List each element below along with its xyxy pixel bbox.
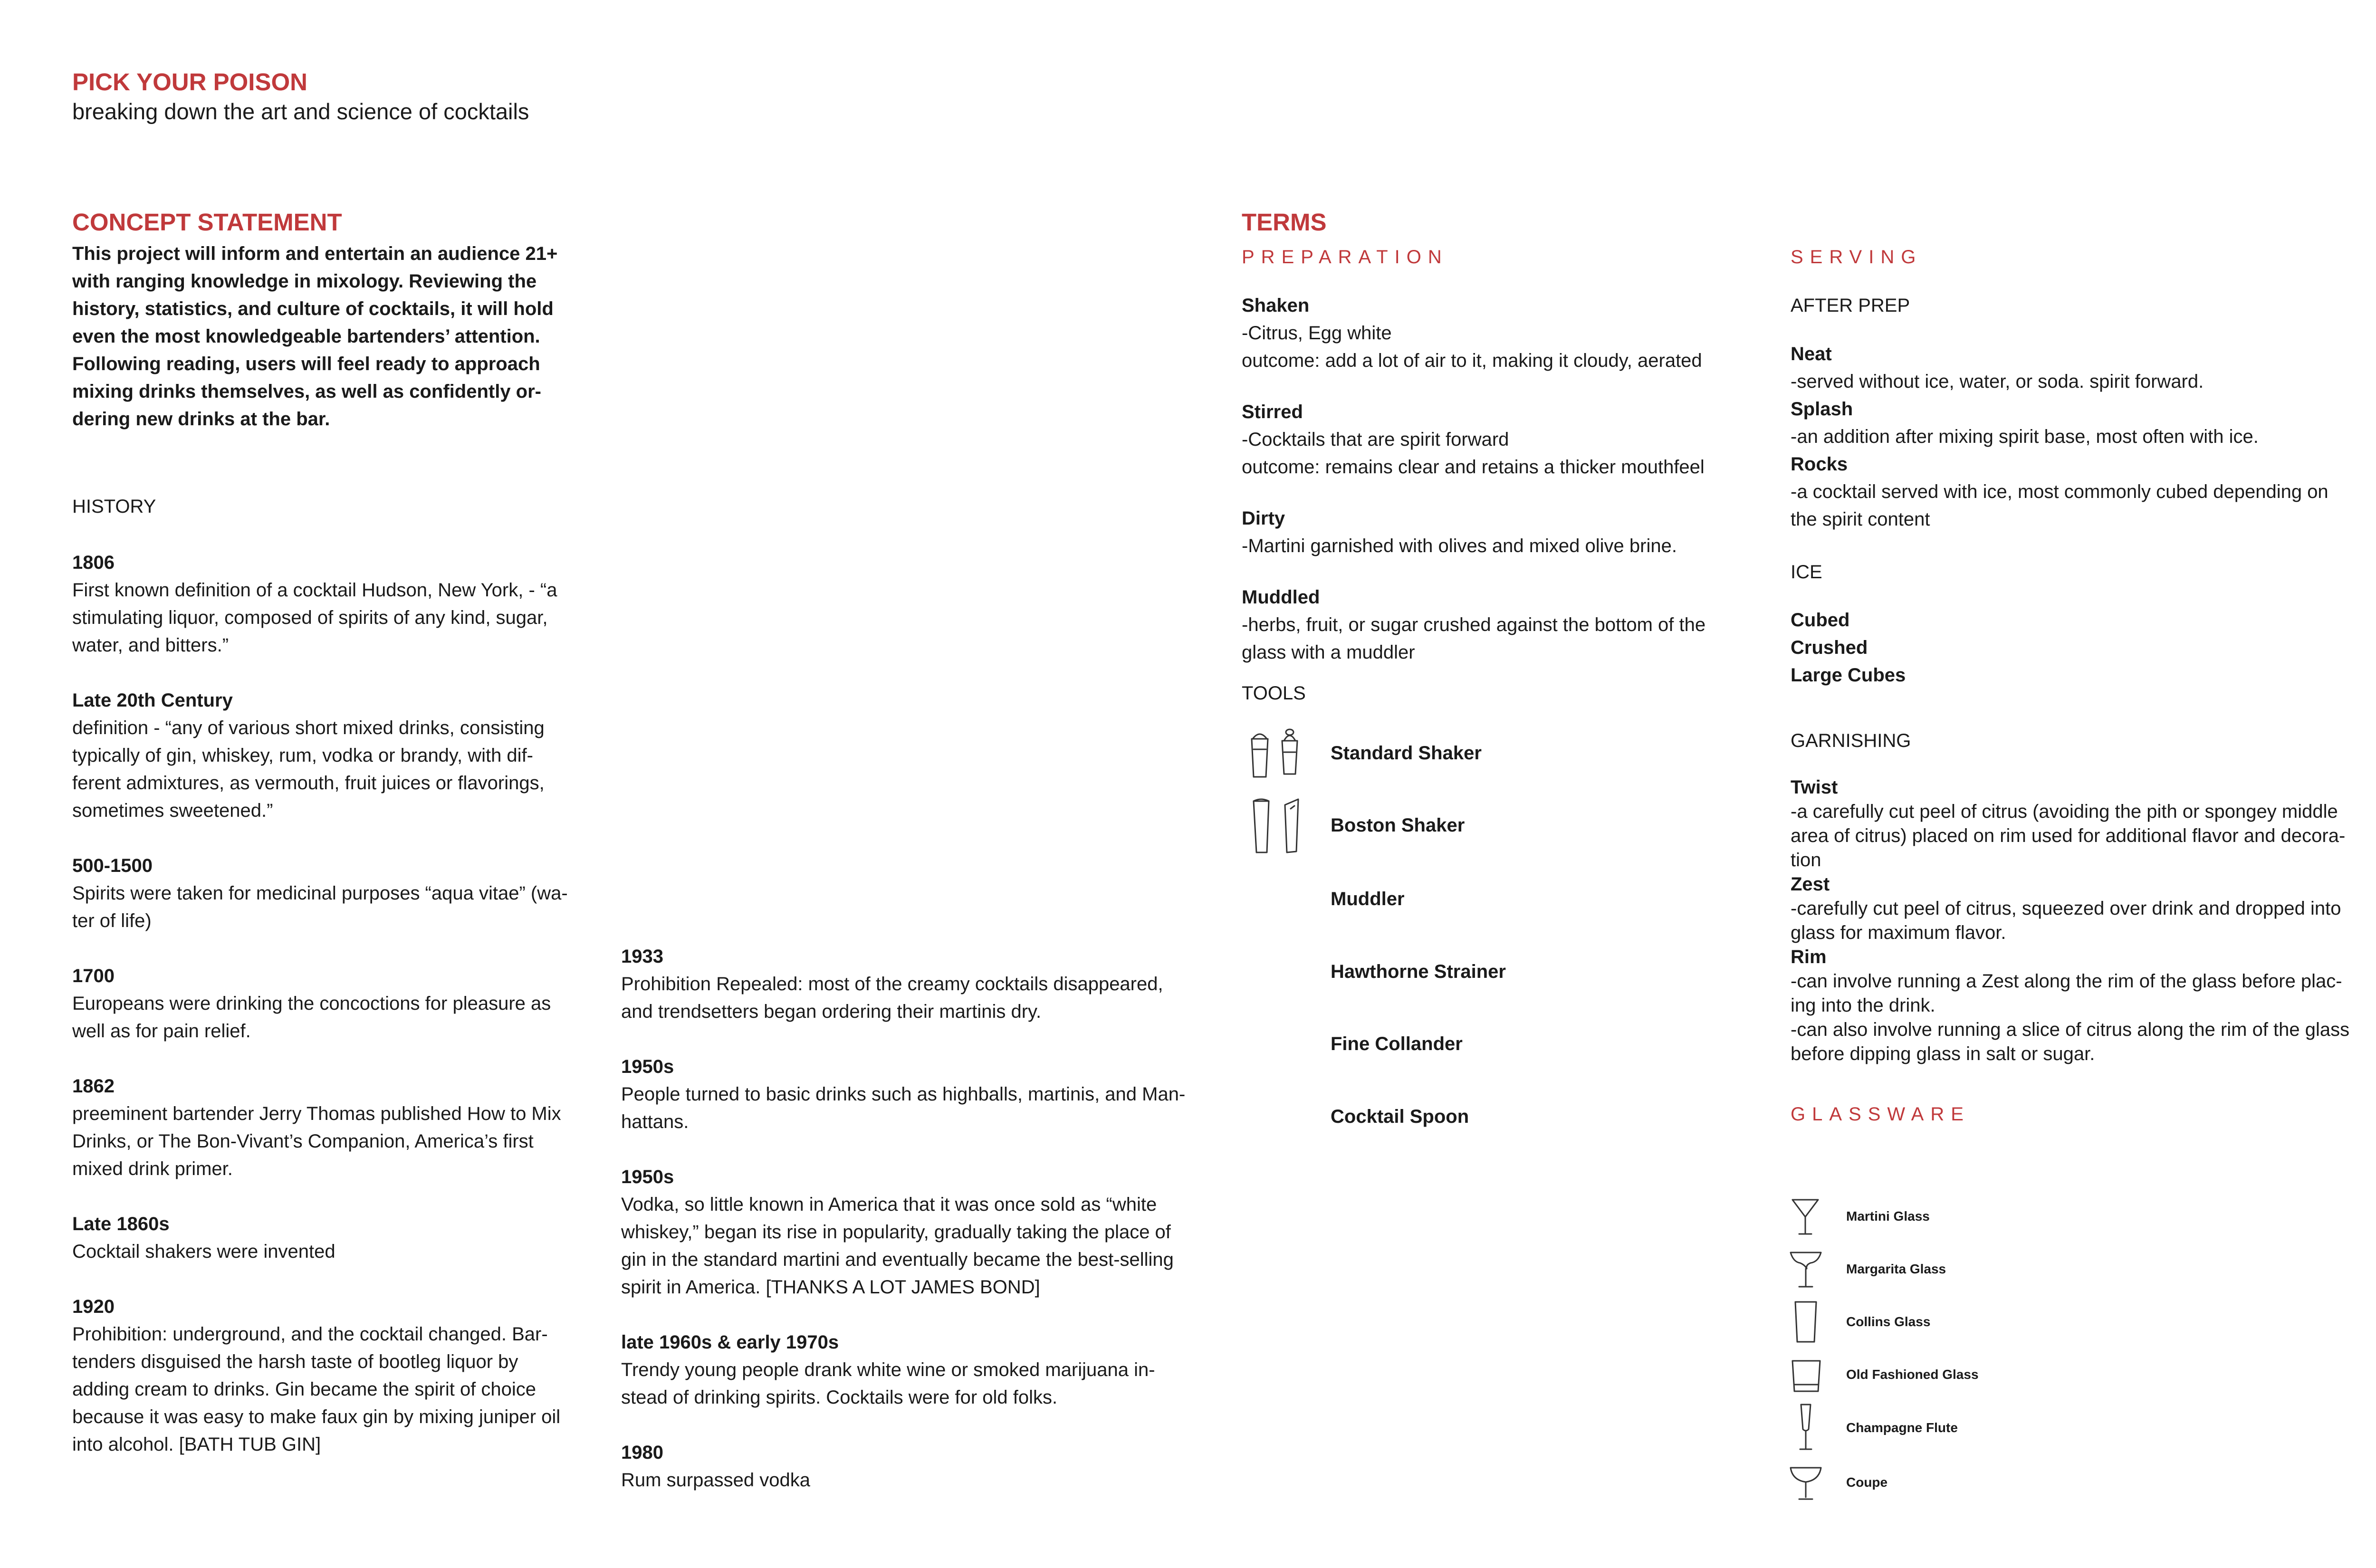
margarita-glass-icon [1787,1248,1825,1291]
history-entry [621,1053,1229,1136]
preparation-list [1242,292,1779,690]
history-line: Vodka, so little known in America that it was once sold as “white [621,1194,1157,1215]
history-line: and trendsetters began ordering their martinis dry. [621,1001,1042,1022]
concept-heading: CONCEPT STATEMENT [72,209,342,236]
history-entry [72,962,609,1045]
history-year: 1806 [72,552,115,573]
history-line: ter of life) [72,910,152,931]
term-line: -carefully cut peel of citrus, squeezed over drink and dropped into [1791,898,2341,919]
history-line: typically of gin, whiskey, rum, vodka or brandy, with dif- [72,745,533,766]
term-name: Dirty [1242,508,1285,529]
history-line: ferent admixtures, as vermouth, fruit juices or flavorings, [72,773,545,794]
concept-line: mixing drinks themselves, as well as confidently or- [72,381,541,402]
term-name: Neat [1791,344,1832,364]
glassware-label: Margarita Glass [1846,1262,1946,1276]
preparation-item [1242,292,1779,374]
glassware-label: Collins Glass [1846,1314,1931,1329]
history-line: Prohibition: underground, and the cocktail changed. Bar- [72,1324,548,1345]
history-entry [72,1072,609,1183]
history-year: 1862 [72,1076,115,1097]
term-line: -served without ice, water, or soda. spirit forward. [1791,371,2204,392]
ice-list [1791,606,1906,689]
preparation-item [1242,505,1779,560]
glassware-label: Coupe [1846,1475,1888,1490]
term-line: -can also involve running a slice of citrus along the rim of the glass [1791,1019,2350,1040]
tool-label: Boston Shaker [1331,814,1465,836]
tool-label: Cocktail Spoon [1331,1106,1469,1127]
term-name: Stirred [1242,402,1303,422]
concept-line: history, statistics, and culture of cocktails, it will hold [72,298,554,319]
history-year: Late 1860s [72,1214,170,1234]
term-line: area of citrus) placed on rim used for additional flavor and decora- [1791,825,2346,846]
history-year: 1950s [621,1166,674,1187]
serving-item [1791,450,2376,533]
page-title: PICK YOUR POISON [72,68,307,96]
history-line: definition - “any of various short mixed drinks, consisting [72,717,545,738]
history-line: gin in the standard martini and eventually became the best-selling [621,1249,1174,1270]
term-line: outcome: remains clear and retains a thicker mouthfeel [1242,457,1705,478]
history-year: 1920 [72,1296,115,1317]
history-heading: HISTORY [72,496,156,517]
ice-item: Large Cubes [1791,665,1906,686]
history-year: 1980 [621,1442,663,1463]
term-line: ing into the drink. [1791,995,1935,1016]
history-entry [621,1439,1229,1494]
preparation-heading: PREPARATION [1242,247,1448,268]
garnishing-heading: GARNISHING [1791,730,1911,751]
history-line: mixed drink primer. [72,1158,233,1179]
terms-heading: TERMS [1242,209,1327,236]
garnish-item [1791,872,2376,945]
term-line: -Cocktails that are spirit forward [1242,429,1509,450]
term-line: -a cocktail served with ice, most commonly cubed depending on [1791,481,2328,502]
history-entry [72,1293,609,1458]
term-name: Zest [1791,874,1830,895]
history-line: well as for pain relief. [72,1021,251,1042]
term-line: -herbs, fruit, or sugar crushed against the bottom of the [1242,614,1706,635]
ice-heading: ICE [1791,562,1822,583]
concept-line: dering new drinks at the bar. [72,409,330,430]
history-entry [72,1210,609,1265]
term-name: Muddled [1242,587,1320,608]
tool-label: Standard Shaker [1331,742,1482,764]
concept-line: Following reading, users will feel ready to approach [72,354,540,374]
term-line: -Martini garnished with olives and mixed olive brine. [1242,535,1677,556]
term-line: the spirit content [1791,509,1930,530]
ice-item: Cubed [1791,610,1850,631]
history-year: 1933 [621,946,663,967]
history-line: preeminent bartender Jerry Thomas published How to Mix [72,1103,561,1124]
history-line: whiskey,” began its rise in popularity, gradually taking the place of [621,1222,1171,1243]
glassware-label: Champagne Flute [1846,1420,1958,1435]
champagne-flute-icon [1787,1402,1825,1454]
concept-line: even the most knowledgeable bartenders’ attention. [72,326,540,347]
history-year: Late 20th Century [72,690,233,711]
history-line: adding cream to drinks. Gin became the spirit of choice [72,1379,537,1400]
term-line: glass for maximum flavor. [1791,922,2006,943]
history-entry [621,1163,1229,1301]
after-prep-heading: AFTER PREP [1791,295,1910,316]
concept-line: with ranging knowledge in mixology. Reviewing the [72,271,537,292]
history-entry [72,687,609,824]
concept-line: This project will inform and entertain an audience 21+ [72,243,558,264]
old-fashioned-glass-icon [1787,1353,1825,1396]
history-line: stead of drinking spirits. Cocktails were for old folks. [621,1387,1058,1408]
term-line: outcome: add a lot of air to it, making it cloudy, aerated [1242,350,1702,371]
preparation-item [1242,398,1779,481]
history-line: Trendy young people drank white wine or smoked marijuana in- [621,1359,1155,1380]
page-subtitle: breaking down the art and science of cocktails [72,99,529,124]
history-line: Prohibition Repealed: most of the creamy cocktails disappeared, [621,974,1163,994]
term-name: Rocks [1791,454,1848,475]
martini-glass-icon [1787,1195,1825,1238]
history-line: water, and bitters.” [72,635,229,656]
history-line: stimulating liquor, composed of spirits of any kind, sugar, [72,607,548,628]
history-column-1 [72,549,609,1486]
glassware-label: Martini Glass [1846,1209,1930,1224]
term-name: Rim [1791,947,1827,967]
history-line: People turned to basic drinks such as highballs, martinis, and Man- [621,1084,1186,1105]
term-line: before dipping glass in salt or sugar. [1791,1043,2095,1064]
history-line: Spirits were taken for medicinal purposes “aqua vitae” (wa- [72,883,568,904]
term-line: tion [1791,850,1821,870]
term-line: -an addition after mixing spirit base, most often with ice. [1791,426,2259,447]
garnish-item [1791,775,2376,872]
term-line: glass with a muddler [1242,642,1415,663]
history-year: 500-1500 [72,855,153,876]
glassware-label: Old Fashioned Glass [1846,1367,1979,1382]
history-entry [621,943,1229,1025]
term-line: -Citrus, Egg white [1242,323,1392,344]
garnishing-list [1791,775,2376,1066]
standard-shaker-icon [1245,725,1316,782]
tools-heading: TOOLS [1242,683,1306,704]
history-entry [621,1329,1229,1411]
history-line: Drinks, or The Bon-Vivant’s Companion, America’s first [72,1131,534,1152]
history-year: 1950s [621,1056,674,1077]
history-line: because it was easy to make faux gin by mixing juniper oil [72,1406,561,1427]
serving-item [1791,395,2376,450]
history-line: Cocktail shakers were invented [72,1241,335,1262]
ice-item: Crushed [1791,637,1868,658]
collins-glass-icon [1787,1298,1825,1346]
glassware-heading: GLASSWARE [1791,1104,1970,1125]
serving-item [1791,340,2376,395]
term-name: Shaken [1242,295,1310,316]
term-name: Splash [1791,399,1853,420]
history-line: tenders disguised the harsh taste of bootleg liquor by [72,1351,518,1372]
garnish-item [1791,945,2376,1066]
history-entry [72,549,609,659]
coupe-icon [1787,1461,1825,1504]
history-entry [72,852,609,935]
serving-heading: SERVING [1791,247,1923,268]
history-line: Europeans were drinking the concoctions for pleasure as [72,993,551,1014]
history-year: late 1960s & early 1970s [621,1332,839,1353]
tool-label: Fine Collander [1331,1033,1463,1054]
preparation-item [1242,583,1779,666]
concept-statement [72,240,604,433]
tool-label: Muddler [1331,888,1405,909]
history-line: into alcohol. [BATH TUB GIN] [72,1434,321,1455]
history-year: 1700 [72,966,115,986]
term-line: -a carefully cut peel of citrus (avoiding the pith or spongey middle [1791,801,2338,822]
history-line: sometimes sweetened.” [72,800,273,821]
term-name: Twist [1791,777,1838,798]
history-line: hattans. [621,1111,689,1132]
boston-shaker-icon [1245,794,1316,856]
history-line: spirit in America. [THANKS A LOT JAMES BOND] [621,1277,1040,1298]
history-column-2 [621,943,1229,1521]
serving-list [1791,340,2376,533]
history-line: First known definition of a cocktail Hudson, New York, - “a [72,580,557,601]
history-line: Rum surpassed vodka [621,1470,810,1491]
tool-label: Hawthorne Strainer [1331,961,1506,982]
term-line: -can involve running a Zest along the rim of the glass before plac- [1791,971,2342,992]
